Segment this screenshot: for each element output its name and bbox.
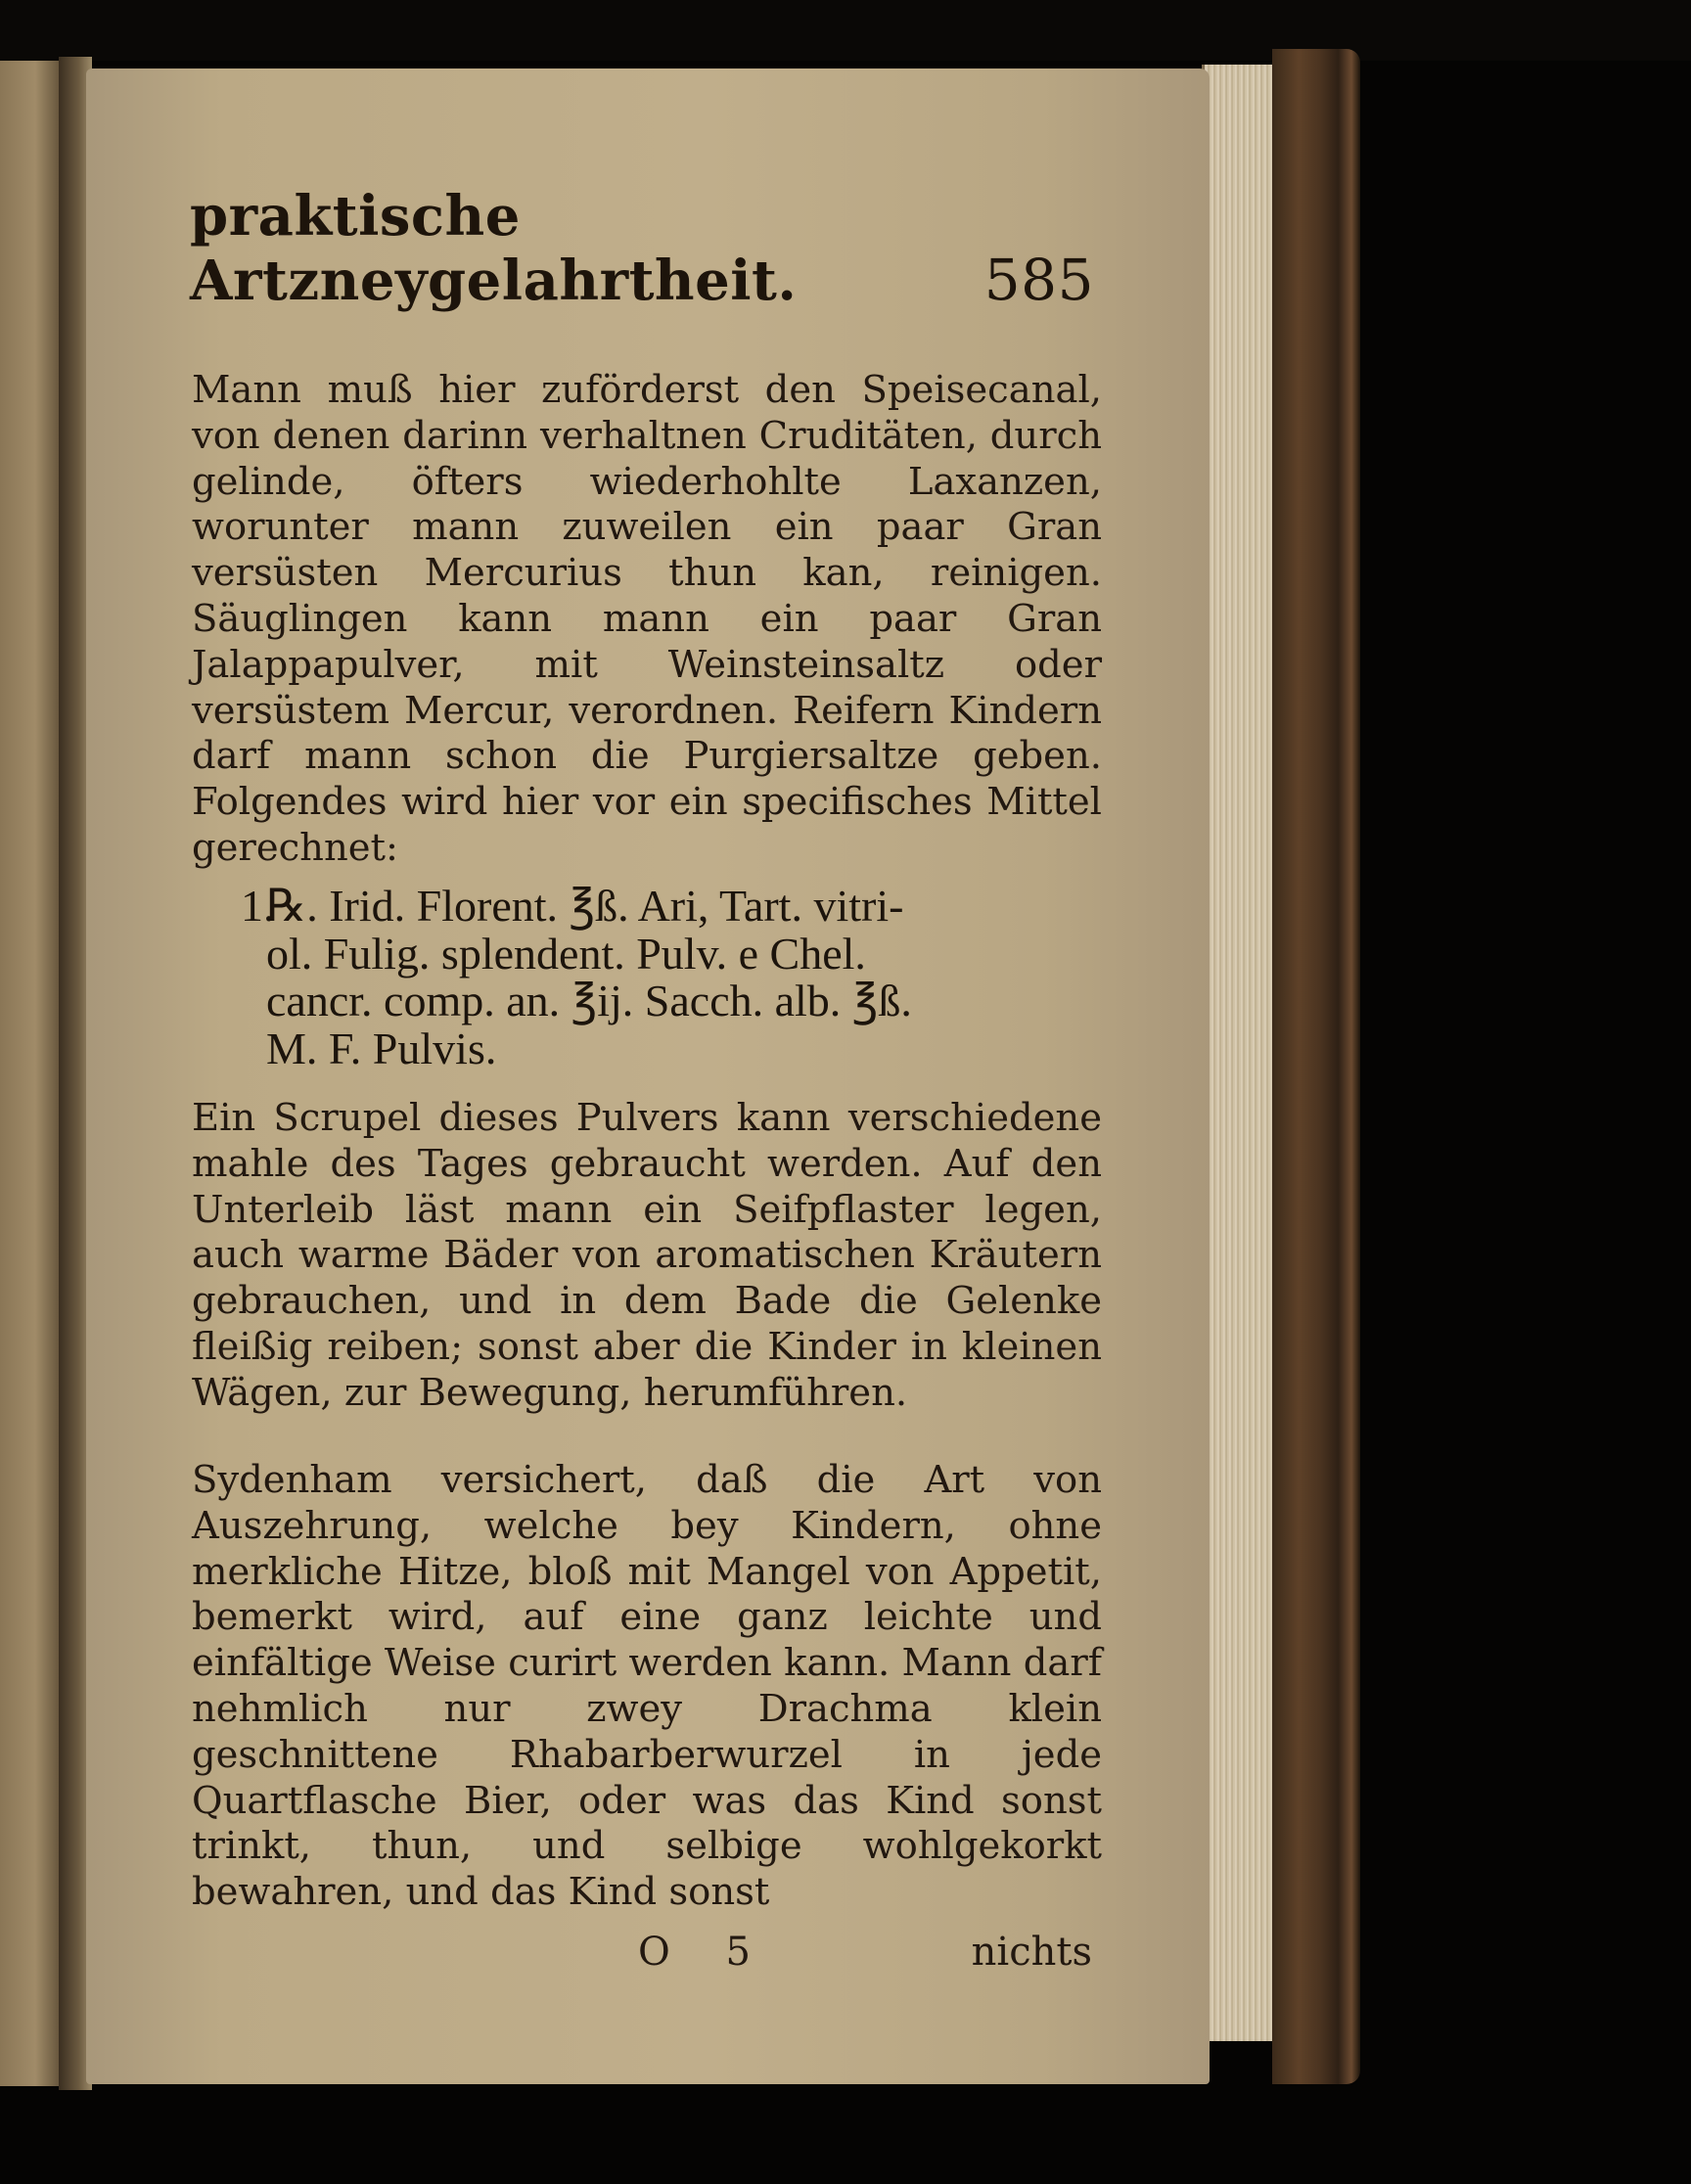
- page-block-edges: [1202, 65, 1283, 2041]
- recipe-line-1: ℞. Irid. Florent. ℥ß. Ari, Tart. vitri-: [266, 881, 904, 931]
- recipe-number: 1.: [241, 881, 275, 931]
- paragraph-2: Ein Scrupel dieses Pulvers kann verschiedene mahle des Tages gebraucht werden. Auf den Unterleib läst mann ein Seifpflaster legen, auch warme Bäder von aromatischen Kräutern gebrauchen, und in dem Bade die Gelenke fleißig reiben; sonst aber die Kinder in kleinen Wägen, zur Bewegung, herumführen.: [192, 1096, 1102, 1415]
- book-page: [86, 68, 1210, 2084]
- page-text: [86, 68, 1210, 2084]
- recipe-block: [241, 881, 1108, 1078]
- scan-background: [0, 0, 1691, 61]
- recipe-line-3: cancr. comp. an. ℥ij. Sacch. alb. ℥ß.: [266, 976, 912, 1025]
- signature-mark: O 5: [638, 1930, 772, 1975]
- catchword: nichts: [971, 1930, 1092, 1975]
- facing-page-edge: [0, 61, 65, 2086]
- recipe-line-2: ol. Fulig. splendent. Pulv. e Chel.: [266, 928, 866, 978]
- paragraph-1: Mann muß hier zuförderst den Speisecanal, von denen darinn verhaltnen Cruditäten, durch gelinde, öfters wiederhohlte Laxanzen, worunter mann zuweilen ein paar Gran versüsten Mercurius thun kan, reinigen. Säuglingen kann mann ein paar Gran Jalappapulver, mit Weinsteinsaltz oder versüstem Mercur, verordnen. Reifern Kindern darf mann schon die Purgiersaltze geben. Folgendes wird hier vor ein specifisches Mittel gerechnet:: [192, 368, 1102, 870]
- page-header: [190, 184, 1094, 313]
- page-footer: [192, 1930, 1102, 1988]
- recipe-line-4: M. F. Pulvis.: [266, 1023, 497, 1073]
- paragraph-3: Sydenham versichert, daß die Art von Auszehrung, welche bey Kindern, ohne merkliche Hitze, bloß mit Mangel von Appetit, bemerkt wird, auf eine ganz leichte und einfältige Weise curirt werden kann. Mann darf nehmlich nur zwey Drachma klein geschnittene Rhabarberwurzel in jede Quartflasche Bier, oder was das Kind sonst trinkt, thun, und selbige wohlgekorkt bewahren, und das Kind sonst: [192, 1458, 1102, 1915]
- page-number: 585: [983, 247, 1094, 313]
- book-cover-edge: [1272, 49, 1360, 2084]
- running-head: praktische Artzneygelahrtheit.: [190, 184, 798, 313]
